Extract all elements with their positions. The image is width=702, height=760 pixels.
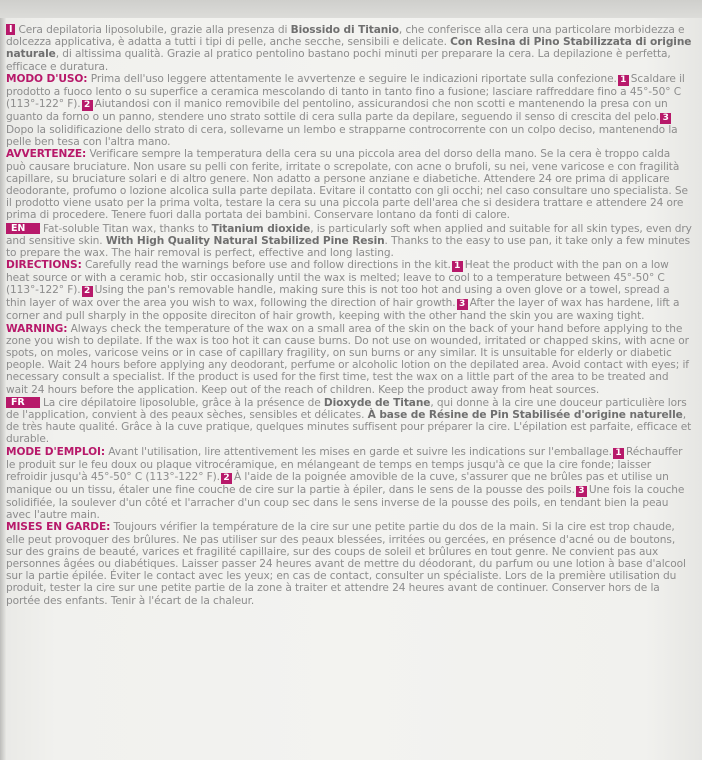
- step-badge-1: 1: [452, 261, 463, 272]
- section-italian: [6, 24, 692, 222]
- intro-paragraph-en: EN Fat-soluble Titan wax, thanks to Titanium dioxide, is particularly soft when applied and suitable for all skin types, even dry and sensitive skin. With High Quality Natural Stabilized Pine Resin. Thanks to the easy to use pan, it take only a few minutes to prepare the wax. The hair removal is perfect, effective and long lasting.: [6, 222, 692, 260]
- section-french: [6, 397, 692, 607]
- warning-heading-en: WARNING:: [6, 322, 68, 335]
- usage-heading-it: MODO D'USO:: [6, 72, 88, 85]
- usage-heading-en: DIRECTIONS:: [6, 259, 82, 272]
- step-badge-3: 3: [457, 299, 468, 310]
- warning-paragraph-en: WARNING: Always check the temperature of the wax on a small area of the skin on the back of your hand before applying to the zone you wish to depilate. If the wax is too hot it can cause burns. Do not use on wounded, irritated or chapped skins, with acne or spots, on moles, varicose veins or in case of capillary fragility, on sun burns or any similar. It is unsuitable for elderly or diabetic people. Wait 24 hours before applying any deodorant, perfume or alcoholic lotion on the depilated area. Avoid contact with eyes; if necessary consult a specialist. If the product is used for the first time, test the wax on a little part of the area to be treated and wait 24 hours before the application. Keep out of the reach of children. Keep the product away from heat sources.: [6, 322, 689, 396]
- step-badge-1: 1: [618, 75, 629, 86]
- step-badge-3: 3: [576, 486, 587, 497]
- warning-paragraph-fr: MISES EN GARDE: Toujours vérifier la température de la cire sur une petite partie du dos de la main. Si la cire est trop chaude, elle peut provoquer des brûlures. Ne pas utiliser sur des peaux blessées, irritées ou gercées, en présence d'acné ou de boutons, sur des grains de beauté, varices et fragilité capillaire, sur des coups de soleil et brûlures en tout genre. Ne convient pas aux personnes âgées ou diabétiques. Laisser passer 24 heures avant de mettre du déodorant, du parfum ou une lotion à base d'alcool sur la partie épilée. Éviter le contact avec les yeux; en cas de contact, consulter un spécialiste. Lors de la première utilisation du produit, tester la cire sur une petite partie de la zone à traiter et attendre 24 heures avant de continuer. Conserver hors de la portée des enfants. Tenir à l'écart de la chaleur.: [6, 521, 686, 607]
- intro-paragraph-fr: FR La cire dépilatoire liposoluble, grâce à la présence de Dioxyde de Titane, qui donne à la cire une douceur particulière lors de l'application, convient à des peaux sèches, sensibles et délicates. À base de Résine de Pin Stabilisée d'origine naturelle, de très haute qualité. Grâce à la cuve pratique, quelques minutes suffisent pour préparer la cire. L'épilation est parfaite, efficace et durable.: [6, 396, 692, 446]
- warning-paragraph-it: AVVERTENZE: Verificare sempre la temperatura della cera su una piccola area del dorso della mano. Se la cera è troppo calda può causare bruciature. Non usare su pelli con ferite, irritate o screpolate, con acne o brufoli, su nei, vene varicose e con fragilità capillare, su bruciature solari e di altro genere. Non adatto a persone anziane e diabetiche. Attendere 24 ore prima di applicare deodorante, profumo o lozione alcolica sulla parte depilata. Evitare il contatto con gli occhi; nel caso consultare uno specialista. Se il prodotto viene usato per la prima volta, testare la cera su una piccola parte dell'area che si desidera trattare e attendere 24 ore prima di procedere. Tenere fuori dalla portata dei bambini. Conservare lontano da fonti di calore.: [6, 148, 688, 222]
- usage-heading-fr: MODE D'EMPLOI:: [6, 445, 106, 458]
- step-badge-2: 2: [221, 473, 232, 484]
- language-bar-en: EN: [6, 223, 40, 234]
- step-badge-2: 2: [82, 286, 93, 297]
- warning-heading-fr: MISES EN GARDE:: [6, 521, 111, 534]
- step-badge-1: 1: [613, 448, 624, 459]
- usage-paragraph-en: DIRECTIONS: Carefully read the warnings before use and follow directions in the kit. 1 Heat the product with the pan on a low heat source or with a ceramic hob, stir occasionally until the wax is melted; leave to cool to a temperature between 45°-50° C (113°-122° F). 2 Using the pan's removable handle, making sure this is not too hot and using a oven glove or a towel, spread a thin layer of wax over the area you wish to wax, following the direction of hair growth. 3 After the layer of wax has hardene, lift a corner and pull sharply in the opposite direciton of hair growth, keeping with the other hand the skin you are waxing tight.: [6, 259, 680, 323]
- warning-heading-it: AVVERTENZE:: [6, 148, 87, 161]
- usage-paragraph-fr: MODE D'EMPLOI: Avant l'utilisation, lire attentivement les mises en garde et suivre les indications sur l'emballage. 1 Réchauffer le produit sur le feu doux ou plaque vitrocéramique, en mélangeant de temps en temps jusqu'à ce que la cire fonde; laisser refroidir jusqu'à 45°-50° C (113°-122° F). 2 À l'aide de la poignée amovible de la cuve, s'assurer que ne brûles pas et utilise un manique ou un tissu, étaler une fine couche de cire sur la partie à épiler, dans le sens de la pousse des poils. 3 Une fois la couche solidifiée, la soulever d'un côté et l'arracher d'un coup sec dans le sens inverse de la pousse des poils, en tendant bien la peau avec l'autre main.: [6, 445, 685, 522]
- language-bar-it: I: [6, 24, 15, 35]
- step-badge-2: 2: [82, 100, 93, 111]
- section-english: [6, 223, 692, 396]
- usage-paragraph-it: MODO D'USO: Prima dell'uso leggere attentamente le avvertenze e seguire le indicazioni riportate sulla confezione. 1 Scaldare il prodotto a fuoco lento o su superfice a ceramica mescolando di tanto in tanto fino a fusione; lasciare raffreddare fino a 45°-50° C (113°-122° F). 2 Aiutandosi con il manico removibile del pentolino, assicurandosi che non scotti e mantenendo la presa con un guanto da forno o un panno, stendere uno strato sottile di cera sulla parte da depilare, seguendo il senso di crescita del pelo. 3Dopo la solidificazione dello strato di cera, sollevarne un lembo e strapparne controcorrente con un colpo deciso, mantenendo la pelle ben tesa con l'altra mano.: [6, 72, 685, 149]
- package-top-edge: [0, 0, 702, 18]
- instructions-text: [6, 24, 692, 608]
- step-badge-3: 3: [660, 113, 671, 124]
- language-bar-fr: FR: [6, 397, 40, 408]
- intro-paragraph-it: I Cera depilatoria liposolubile, grazie alla presenza di Biossido di Titanio, che conferisce alla cera una particolare morbidezza e dolcezza applicativa, è adatta a tutti i tipi di pelle, anche secche, sensibili e delicate. Con Resina di Pino Stabilizzata di origine naturale, di altissima qualità. Grazie al pratico pentolino bastano pochi minuti per preparare la cera. La depilazione è perfetta, efficace e duratura.: [6, 24, 692, 73]
